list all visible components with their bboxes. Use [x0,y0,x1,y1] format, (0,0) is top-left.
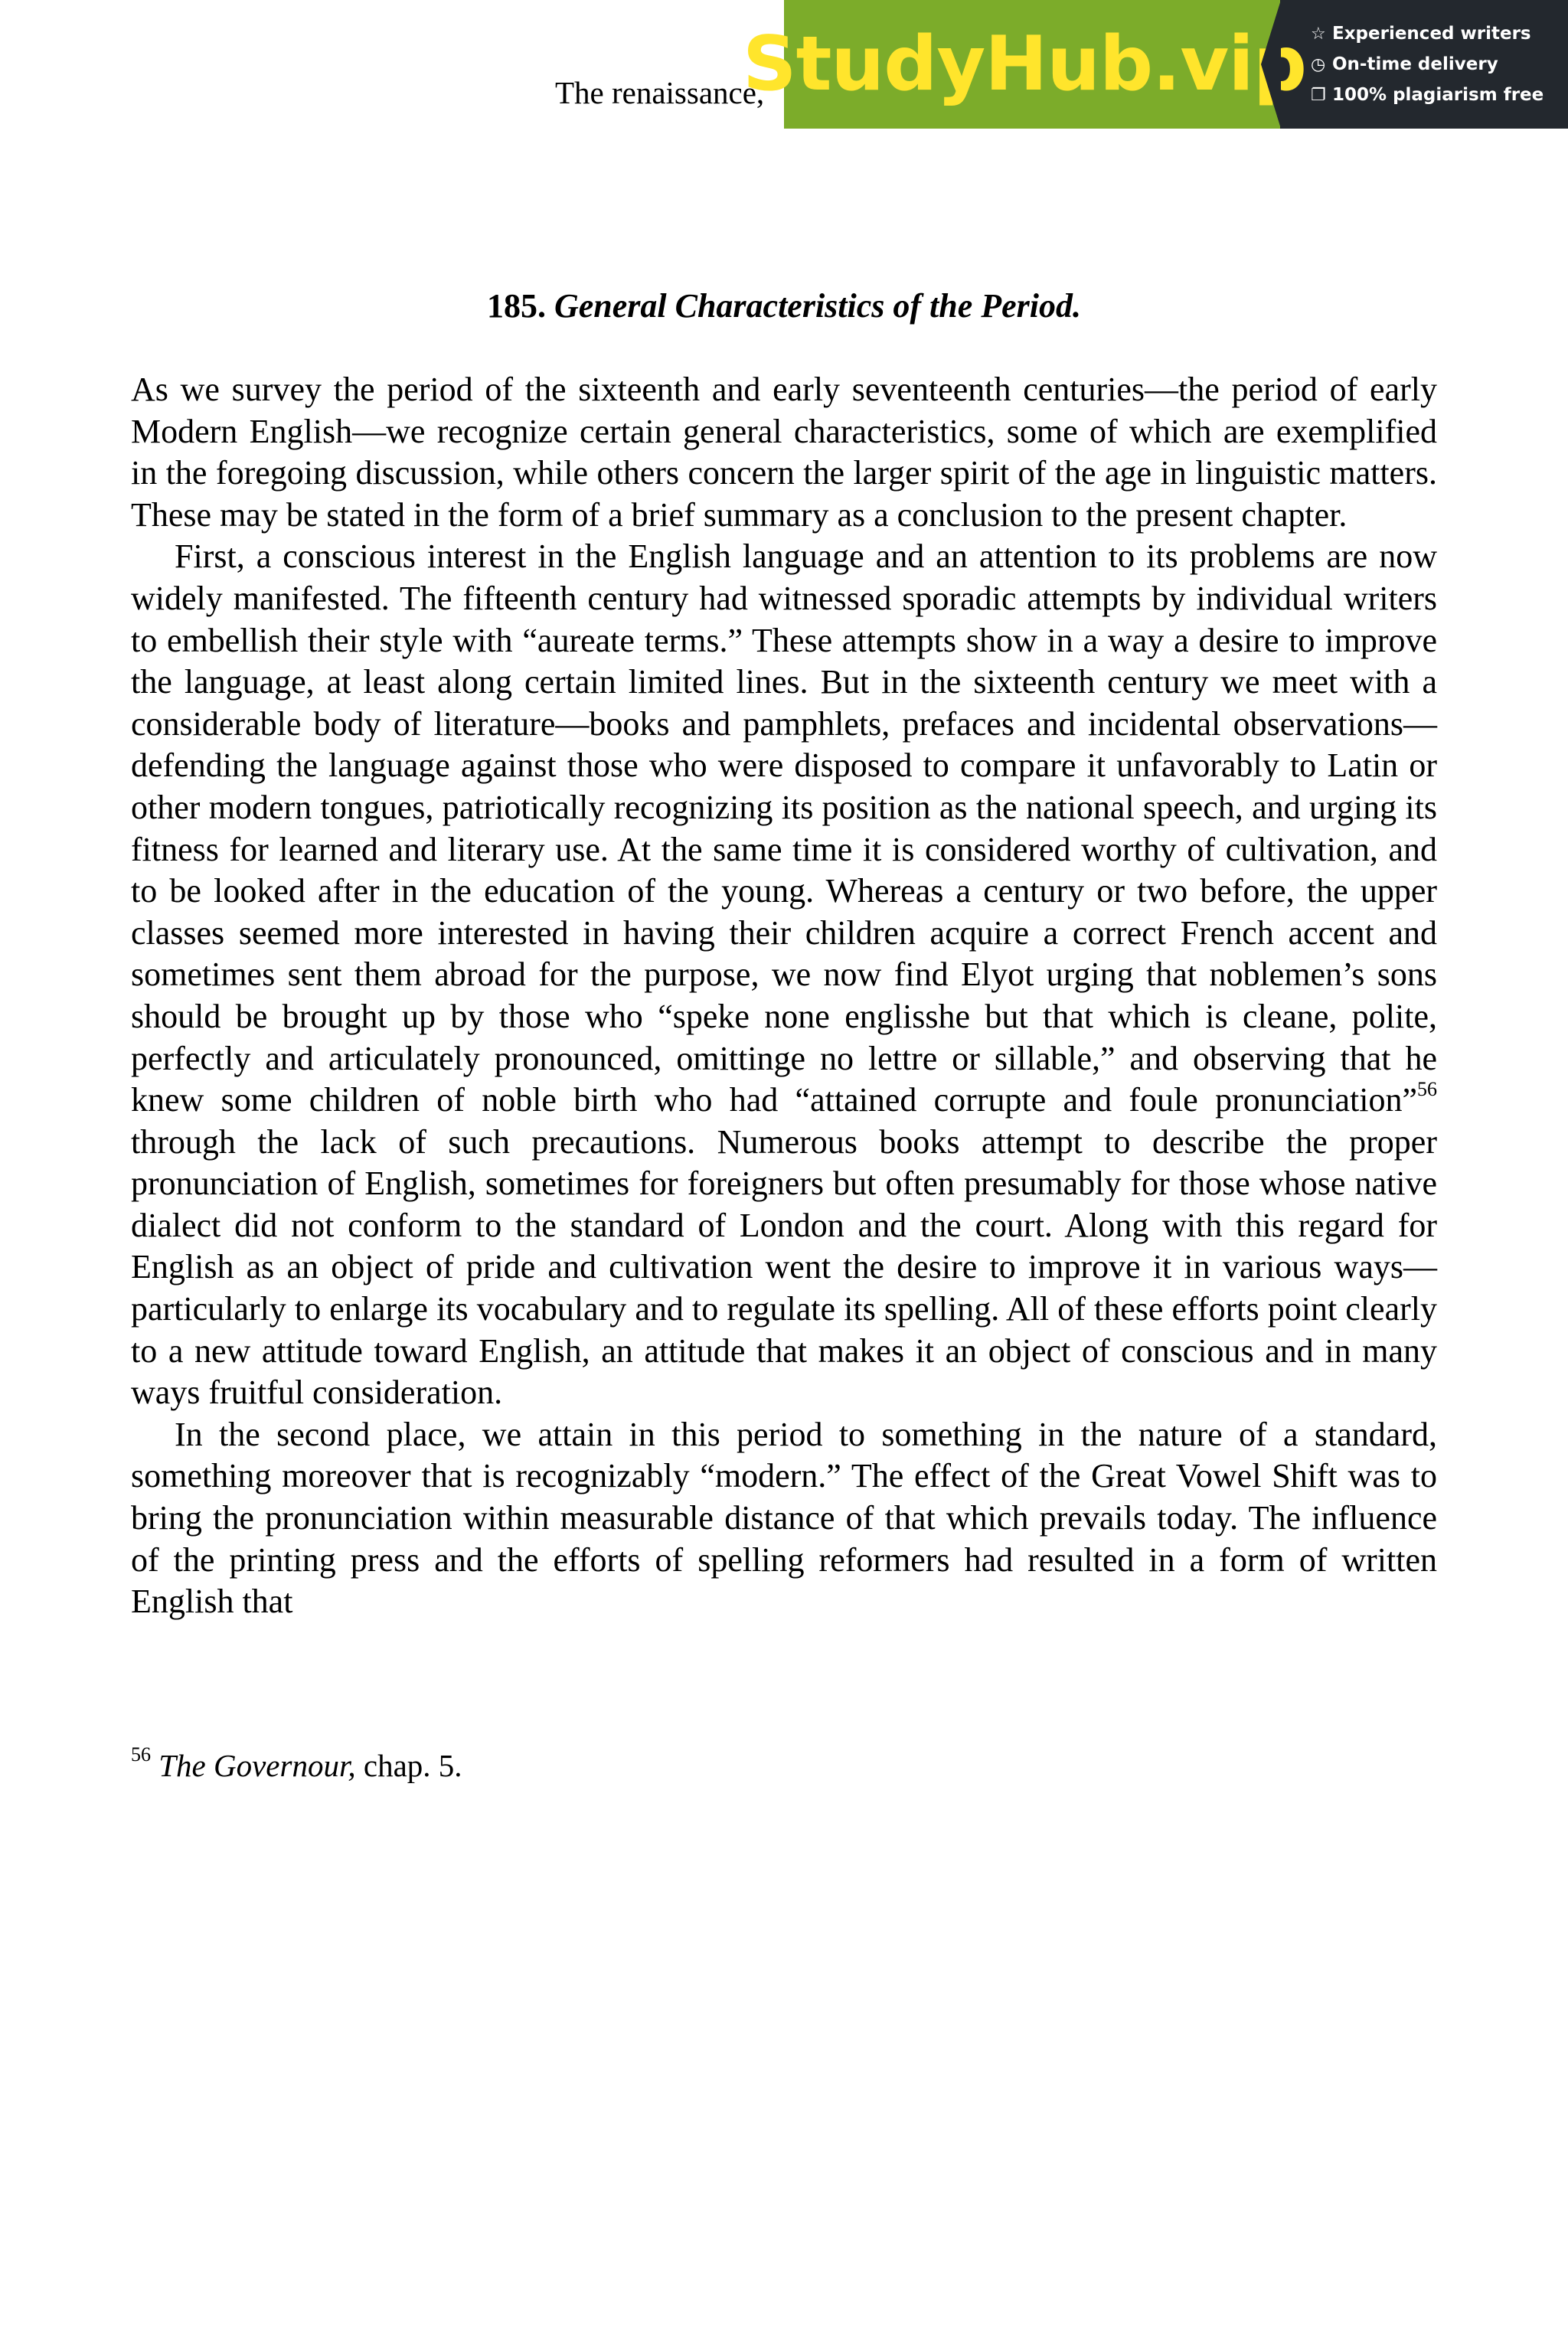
section-number: 185. [486,287,546,325]
paragraph-1: As we survey the period of the sixteenth and early seventeenth centuries—the period of early Modern English—we recognize certain general characteristics, some of which are exemplified in the foregoing discussion, while others concern the larger spirit of the age in linguistic matters. These may be stated in the form of a brief summary as a conclusion to the present chapter. [131,371,1437,534]
paragraph-2 [131,536,1437,1413]
ad-feature-label: Experienced writers [1332,24,1531,44]
footnote-title: The Governour, [158,1748,356,1783]
ad-feature-label: 100% plagiarism free [1332,85,1544,105]
footnote-reference[interactable]: 56 [1417,1078,1437,1101]
clock-icon: ◷ [1311,54,1326,74]
body-text [131,369,1437,1623]
paragraph-3: In the second place, we attain in this period to something in the nature of a standard, something moreover that is recognizably “modern.” The effect of the Great Vowel Shift was to bring the pronunciation within measurable distance of that which prevails today. The influence of the printing press and the efforts of spelling reformers had resulted in a form of written English that [131,1415,1437,1621]
running-header: The renaissance, [555,75,765,110]
ad-logo-text: StudyHub.vip [743,21,1307,108]
ad-feature-item [1311,24,1568,44]
ad-feature-item [1311,54,1568,74]
section-heading [0,285,1568,328]
ad-feature-label: On-time delivery [1332,54,1498,74]
paragraph-2-text-a: First, a conscious interest in the English language and an attention to its problems are now widely manifested. The fifteenth century had witnessed sporadic attempts by individual writers to embellish their style with “aureate terms.” These attempts show in a way a desire to improve the language, at least along certain limited lines. But in the sixteenth century we meet with a considerable body of literature—books and pamphlets, prefaces and incidental observations—defending the language against those who were disposed to compare it unfavorably to Latin or other modern tongues, patriotically recognizing its position as the national speech, and urging its fitness for learned and literary use. At the same time it is considered worthy of cultivation, and to be looked after in the education of the young. Whereas a century or two before, the upper classes seemed more interested in having their children acquire a correct French accent and sometimes sent them abroad for the purpose, we now find Elyot urging that noblemen’s sons should be brought up by those who “speke none englisshe but that which is cleane, polite, perfectly and articulately pronounced, omittinge no lettre or sillable,” and observing that he knew some children of noble birth who had “attained corrupte and foule pronunciation” [131,537,1437,1119]
ad-logo[interactable] [743,0,1307,129]
star-icon: ☆ [1311,24,1326,44]
footnote-rest: chap. 5. [355,1748,462,1783]
footnote [131,1743,462,1785]
document-check-icon: ❐ [1311,85,1326,105]
section-title: General Characteristics of the Period. [554,287,1082,325]
ad-feature-item [1311,85,1568,105]
footnote-number: 56 [131,1743,151,1766]
ad-feature-list [1280,0,1568,129]
ad-banner[interactable] [743,0,1568,129]
chevron-right-icon [1261,0,1281,129]
paragraph-2-text-b: through the lack of such precautions. Numerous books attempt to describe the proper pronunciation of English, sometimes for foreigners but often presumably for those whose native dialect did not conform to the standard of London and the court. Along with this regard for English as an object of pride and cultivation went the desire to improve it in various ways—particularly to enlarge its vocabulary and to regulate its spelling. All of these efforts point clearly to a new attitude toward English, an attitude that makes it an object of conscious and in many ways fruitful consideration. [131,1122,1437,1412]
